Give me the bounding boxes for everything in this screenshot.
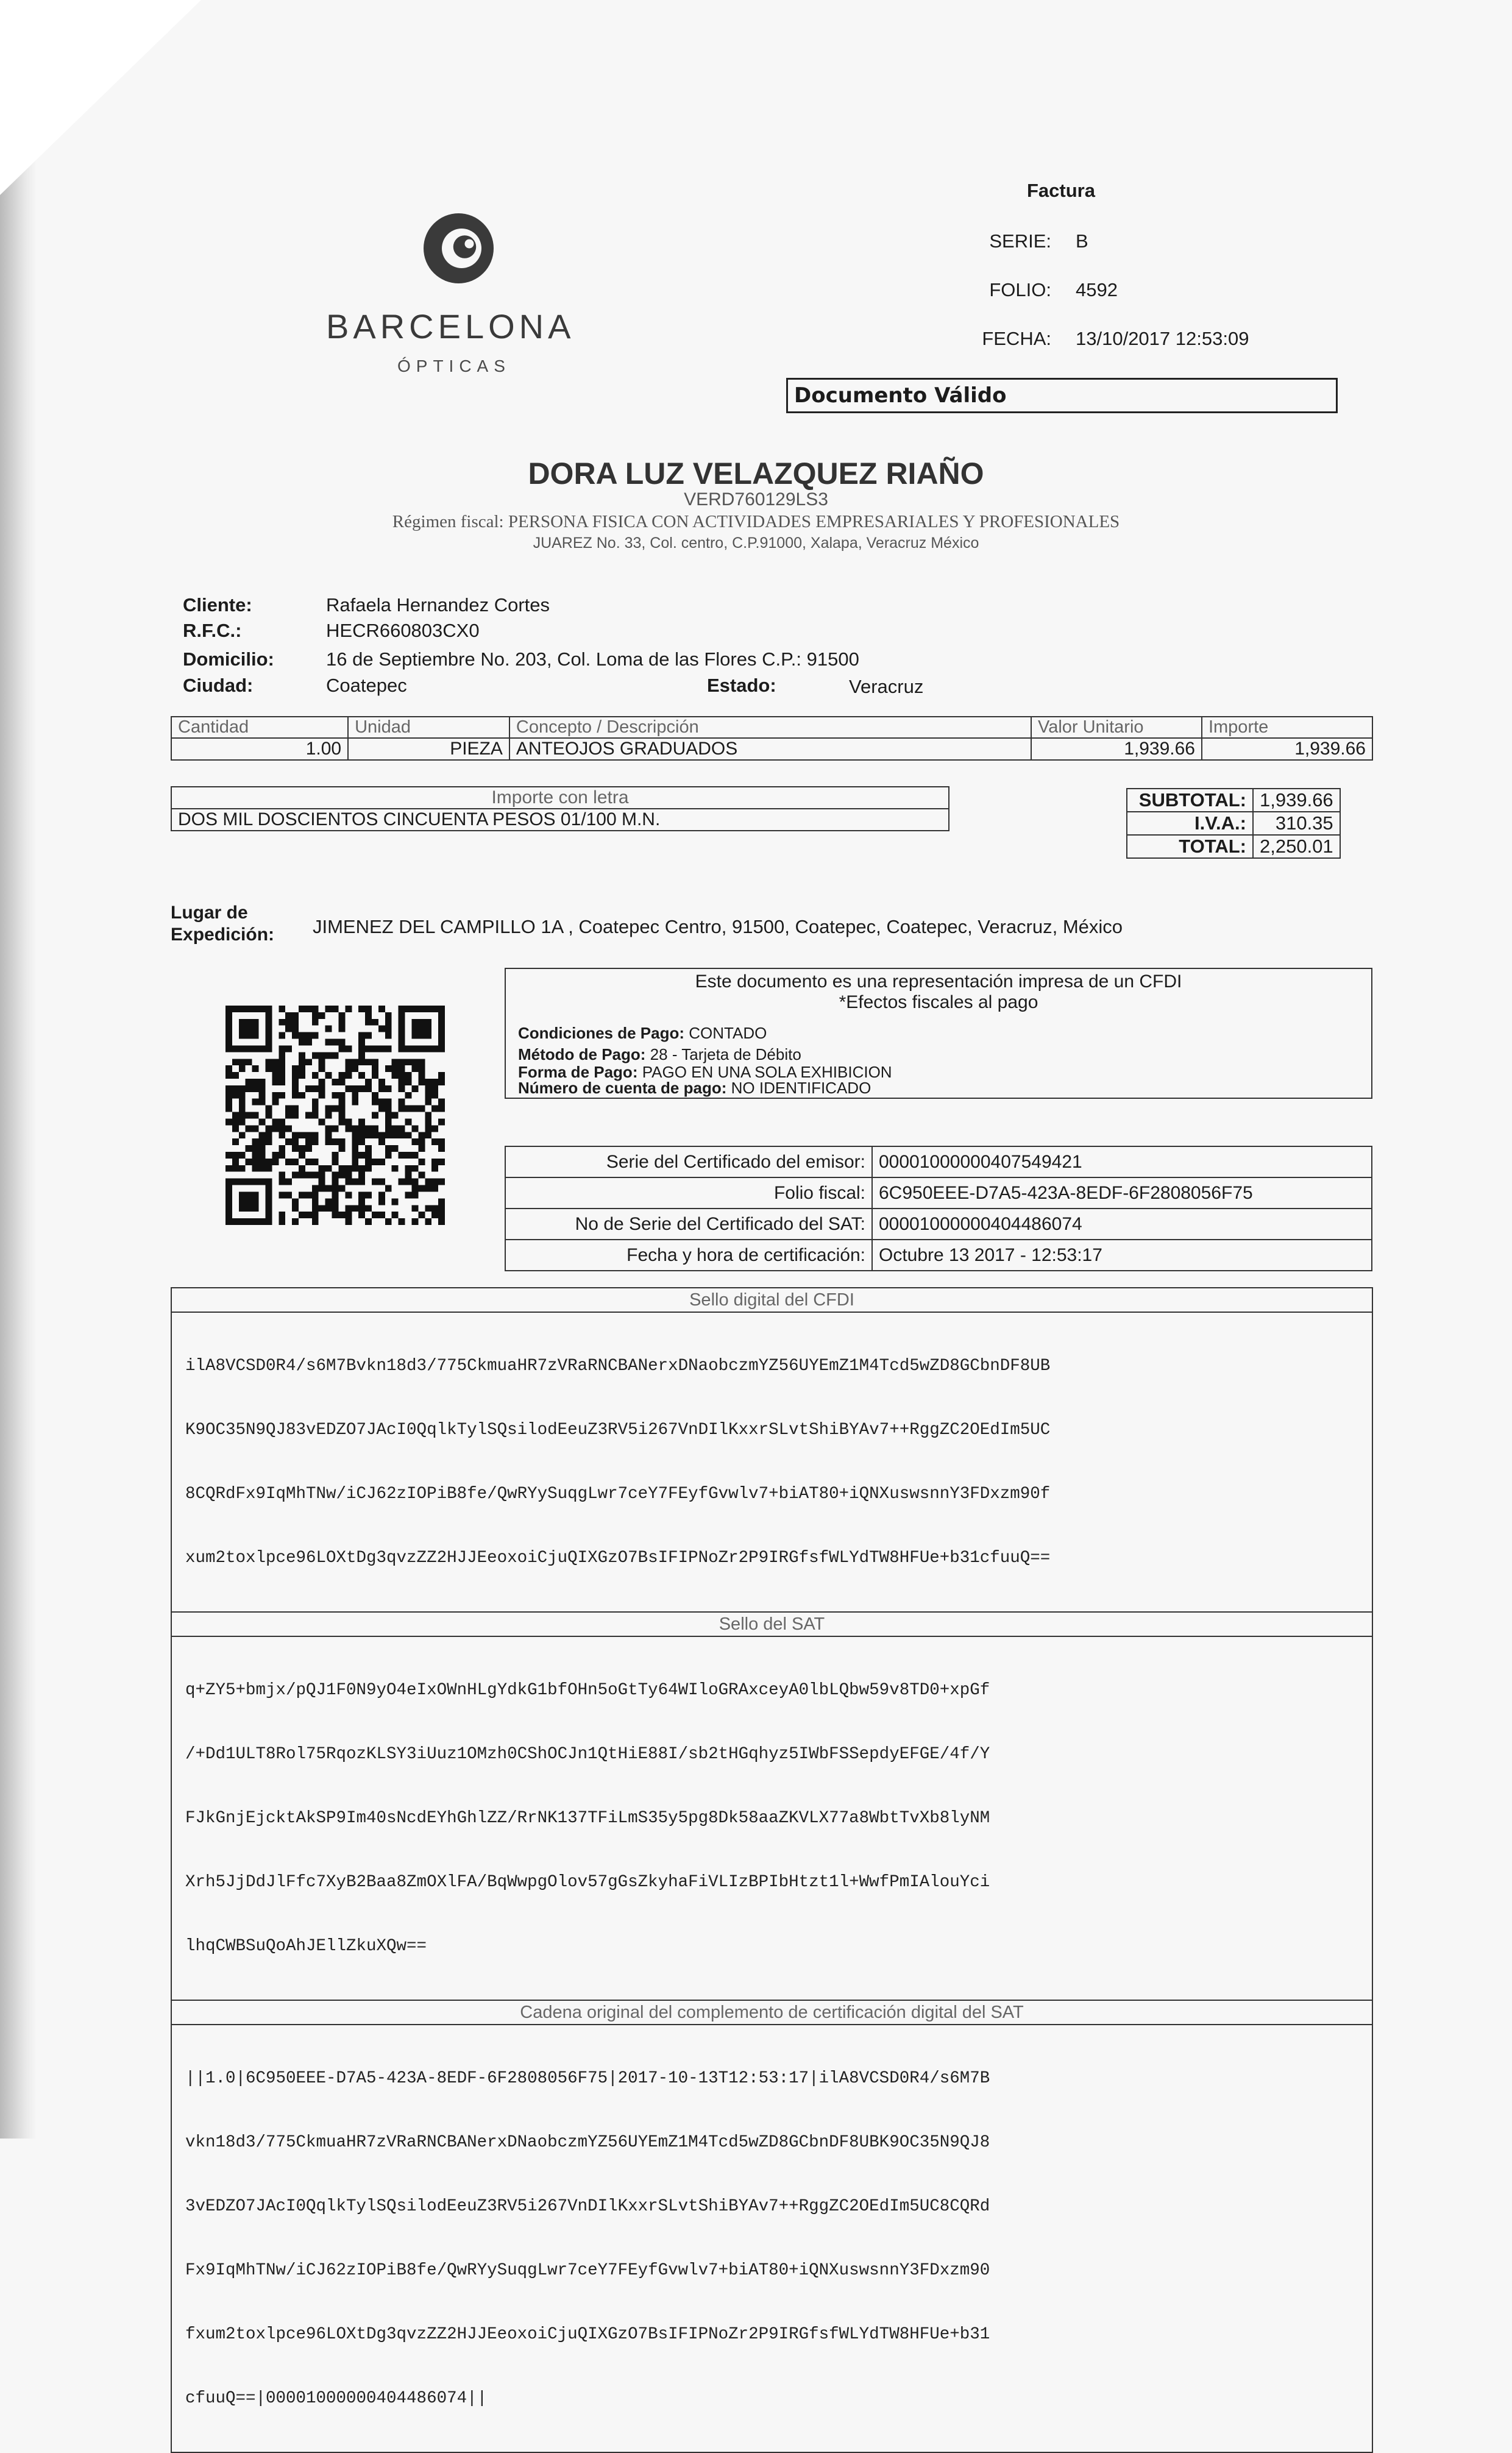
- fecha-label: FECHA:: [982, 328, 1051, 349]
- col-header-valor-unitario: Valor Unitario: [1031, 717, 1202, 738]
- fecha-value: 13/10/2017 12:53:09: [1076, 328, 1249, 349]
- folio-label: FOLIO:: [989, 279, 1051, 300]
- cfdi-seal-line: xum2toxlpce96LOXtDg3qvzZZ2HJJEeoxoiCjuQIXGzO7BsIFIPNoZr2P9IRGfsfWLYdTW8HFUe+b31cfuuQ==: [185, 1549, 1051, 1567]
- item-unit: PIEZA: [348, 738, 509, 760]
- cert-value: 6C950EEE-D7A5-423A-8EDF-6F2808056F75: [872, 1177, 1372, 1209]
- sat-seal-line: q+ZY5+bmjx/pQJ1F0N9yO4eIxOWnHLgYdkG1bfOHn5oGtTy64WIloGRAxceyA0lbLQbw59v8TD0+xpGf: [185, 1681, 990, 1700]
- subtotal-label: SUBTOTAL:: [1127, 789, 1253, 812]
- original-chain-line: Fx9IqMhTNw/iCJ62zIOPiB8fe/QwRYySuqgLwr7ceY7FEyfGvwlv7+biAT80+iQNXuswsnnY3FDxzm90: [185, 2261, 990, 2280]
- cfdi-info-box: [505, 968, 1372, 1099]
- payment-account: [518, 1079, 871, 1098]
- cert-value: 00001000000404486074: [872, 1209, 1372, 1240]
- place-of-issue-value: JIMENEZ DEL CAMPILLO 1A , Coatepec Centro, 91500, Coatepec, Coatepec, Veracruz, México: [313, 916, 1123, 937]
- cfdi-seal-line: K9OC35N9QJ83vEDZO7JAcI0QqlkTylSQsilodEeuZ3RV5i267VnDIlKxxrSLvtShiBYAv7++RggZC2OEdIm5UC: [185, 1421, 1051, 1439]
- amount-in-words-value: DOS MIL DOSCIENTOS CINCUENTA PESOS 01/100 M.N.: [171, 809, 949, 831]
- payment-method: [518, 1045, 801, 1064]
- client-state: Veracruz: [849, 676, 924, 697]
- issuer-rfc: VERD760129LS3: [684, 489, 828, 509]
- totals-table: [1126, 788, 1341, 859]
- payment-conditions: [518, 1024, 767, 1043]
- col-header-concepto: Concepto / Descripción: [509, 717, 1031, 738]
- payment-method-label: Método de Pago:: [518, 1045, 646, 1063]
- cert-value: Octubre 13 2017 - 12:53:17: [872, 1240, 1372, 1271]
- serie-label: SERIE:: [989, 230, 1051, 252]
- client-rfc: HECR660803CX0: [326, 620, 480, 641]
- payment-account-value: NO IDENTIFICADO: [731, 1079, 871, 1097]
- cert-label: Folio fiscal:: [505, 1177, 872, 1209]
- total-label: TOTAL:: [1127, 835, 1253, 858]
- table-row: [505, 1146, 1372, 1177]
- original-chain-body: [172, 2025, 1372, 2452]
- cert-label: Fecha y hora de certificación:: [505, 1240, 872, 1271]
- cert-label: Serie del Certificado del emisor:: [505, 1146, 872, 1177]
- iva-value: 310.35: [1253, 812, 1340, 835]
- sat-seal-line: /+Dd1ULT8Rol75RqozKLSY3iUuz1OMzh0CShOCJn1QtHiE88I/sb2tHGqhyz5IWbFSSepdyEFGE/4f/Y: [185, 1745, 990, 1764]
- sat-seal-line: FJkGnjEjcktAkSP9Im40sNcdEYhGhlZZ/RrNK137TFiLmS35y5pg8Dk58aaZKVLX77a8WbtTvXb8lyNM: [185, 1809, 990, 1828]
- payment-method-value: 28 - Tarjeta de Débito: [650, 1045, 801, 1063]
- certificate-table: [505, 1146, 1372, 1271]
- payment-form-label: Forma de Pago:: [518, 1063, 638, 1081]
- document-type: Factura: [1027, 180, 1095, 201]
- folded-corner: [0, 0, 201, 195]
- table-row: [505, 1240, 1372, 1271]
- sat-seal-line: lhqCWBSuQoAhJEllZkuXQw==: [185, 1937, 427, 1956]
- table-row: [171, 738, 1372, 760]
- brand-subtitle: ÓPTICAS: [397, 357, 511, 375]
- issuer-tax-regime: Régimen fiscal: PERSONA FISICA CON ACTIVIDADES EMPRESARIALES Y PROFESIONALES: [392, 512, 1120, 531]
- issuer-name: DORA LUZ VELAZQUEZ RIAÑO: [528, 456, 984, 491]
- place-label-line2: Expedición:: [171, 925, 275, 945]
- folio-value: 4592: [1076, 279, 1118, 300]
- cfdi-seal-line: 8CQRdFx9IqMhTNw/iCJ62zIOPiB8fe/QwRYySuqgLwr7ceY7FEyfGvwlv7+biAT80+iQNXuswsnnY3FDxzm90f: [185, 1485, 1051, 1503]
- table-row: [505, 1209, 1372, 1240]
- original-chain-line: 3vEDZO7JAcI0QqlkTylSQsilodEeuZ3RV5i267VnDIlKxxrSLvtShiBYAv7++RggZC2OEdIm5UC8CQRd: [185, 2197, 990, 2216]
- client-city: Coatepec: [326, 675, 407, 696]
- issuer-address: JUAREZ No. 33, Col. centro, C.P.91000, Xalapa, Veracruz México: [533, 534, 979, 552]
- client-label: Cliente:: [183, 594, 252, 616]
- payment-conditions-label: Condiciones de Pago:: [518, 1024, 685, 1042]
- scan-edge-shadow: [0, 0, 37, 2139]
- sat-seal-header: Sello del SAT: [172, 1613, 1372, 1637]
- col-header-importe: Importe: [1202, 717, 1372, 738]
- qr-code-icon: [225, 1006, 445, 1225]
- subtotal-value: 1,939.66: [1253, 789, 1340, 812]
- brand-name: BARCELONA: [326, 307, 575, 346]
- cert-value: 00001000000407549421: [872, 1146, 1372, 1177]
- serie-value: B: [1076, 230, 1088, 252]
- cfdi-seal-body: [172, 1313, 1372, 1613]
- cfdi-seal-line: ilA8VCSD0R4/s6M7Bvkn18d3/775CkmuaHR7zVRaRNCBANerxDNaobczmYZ56UYEmZ1M4Tcd5wZD8GCbnDF8UB: [185, 1357, 1051, 1376]
- payment-form-value: PAGO EN UNA SOLA EXHIBICION: [642, 1063, 892, 1081]
- sat-seal-body: [172, 1637, 1372, 2001]
- cfdi-seal-header: Sello digital del CFDI: [172, 1288, 1372, 1313]
- cfdi-title: Este documento es una representación impresa de un CFDI: [695, 971, 1182, 992]
- amount-in-words-header: Importe con letra: [171, 787, 949, 809]
- item-amount: 1,939.66: [1202, 738, 1372, 760]
- original-chain-header: Cadena original del complemento de certificación digital del SAT: [172, 2001, 1372, 2025]
- col-header-cantidad: Cantidad: [171, 717, 348, 738]
- seals-block: [171, 1287, 1373, 2453]
- cert-label: No de Serie del Certificado del SAT:: [505, 1209, 872, 1240]
- original-chain-line: ||1.0|6C950EEE-D7A5-423A-8EDF-6F2808056F75|2017-10-13T12:53:17|ilA8VCSD0R4/s6M7B: [185, 2069, 990, 2088]
- payment-account-label: Número de cuenta de pago:: [518, 1079, 727, 1097]
- original-chain-line: cfuuQ==|00001000000404486074||: [185, 2389, 488, 2408]
- col-header-unidad: Unidad: [348, 717, 509, 738]
- payment-conditions-value: CONTADO: [689, 1024, 767, 1042]
- client-address-label: Domicilio:: [183, 648, 274, 670]
- client-city-label: Ciudad:: [183, 675, 254, 696]
- sat-seal-line: Xrh5JjDdJlFfc7XyB2Baa8ZmOXlFA/BqWwpgOlov57gGsZkyhaFiVLIzBPIbHtzt1l+WwfPmIAlouYci: [185, 1873, 990, 1892]
- iva-label: I.V.A.:: [1127, 812, 1253, 835]
- item-quantity: 1.00: [171, 738, 348, 760]
- client-name: Rafaela Hernandez Cortes: [326, 594, 550, 616]
- place-of-issue-label: [171, 902, 274, 946]
- total-value: 2,250.01: [1253, 835, 1340, 858]
- valid-document-badge: Documento Válido: [786, 378, 1338, 413]
- original-chain-line: vkn18d3/775CkmuaHR7zVRaRNCBANerxDNaobczmYZ56UYEmZ1M4Tcd5wZD8GCbnDF8UBK9OC35N9QJ8: [185, 2133, 990, 2152]
- original-chain-line: fxum2toxlpce96LOXtDg3qvzZZ2HJJEeoxoiCjuQIXGzO7BsIFIPNoZr2P9IRGfsfWLYdTW8HFUe+b31: [185, 2325, 990, 2344]
- items-table: [171, 716, 1373, 761]
- client-state-label: Estado:: [707, 675, 776, 696]
- client-rfc-label: R.F.C.:: [183, 620, 242, 641]
- item-unit-price: 1,939.66: [1031, 738, 1202, 760]
- table-row: [505, 1177, 1372, 1209]
- place-label-line1: Lugar de: [171, 903, 248, 923]
- items-header-row: [171, 717, 1372, 738]
- client-address: 16 de Septiembre No. 203, Col. Loma de las Flores C.P.: 91500: [326, 648, 859, 670]
- amount-in-words-table: [171, 786, 949, 831]
- cfdi-subtitle: *Efectos fiscales al pago: [839, 992, 1038, 1012]
- item-description: ANTEOJOS GRADUADOS: [509, 738, 1031, 760]
- barcelona-logo-icon: [421, 210, 497, 286]
